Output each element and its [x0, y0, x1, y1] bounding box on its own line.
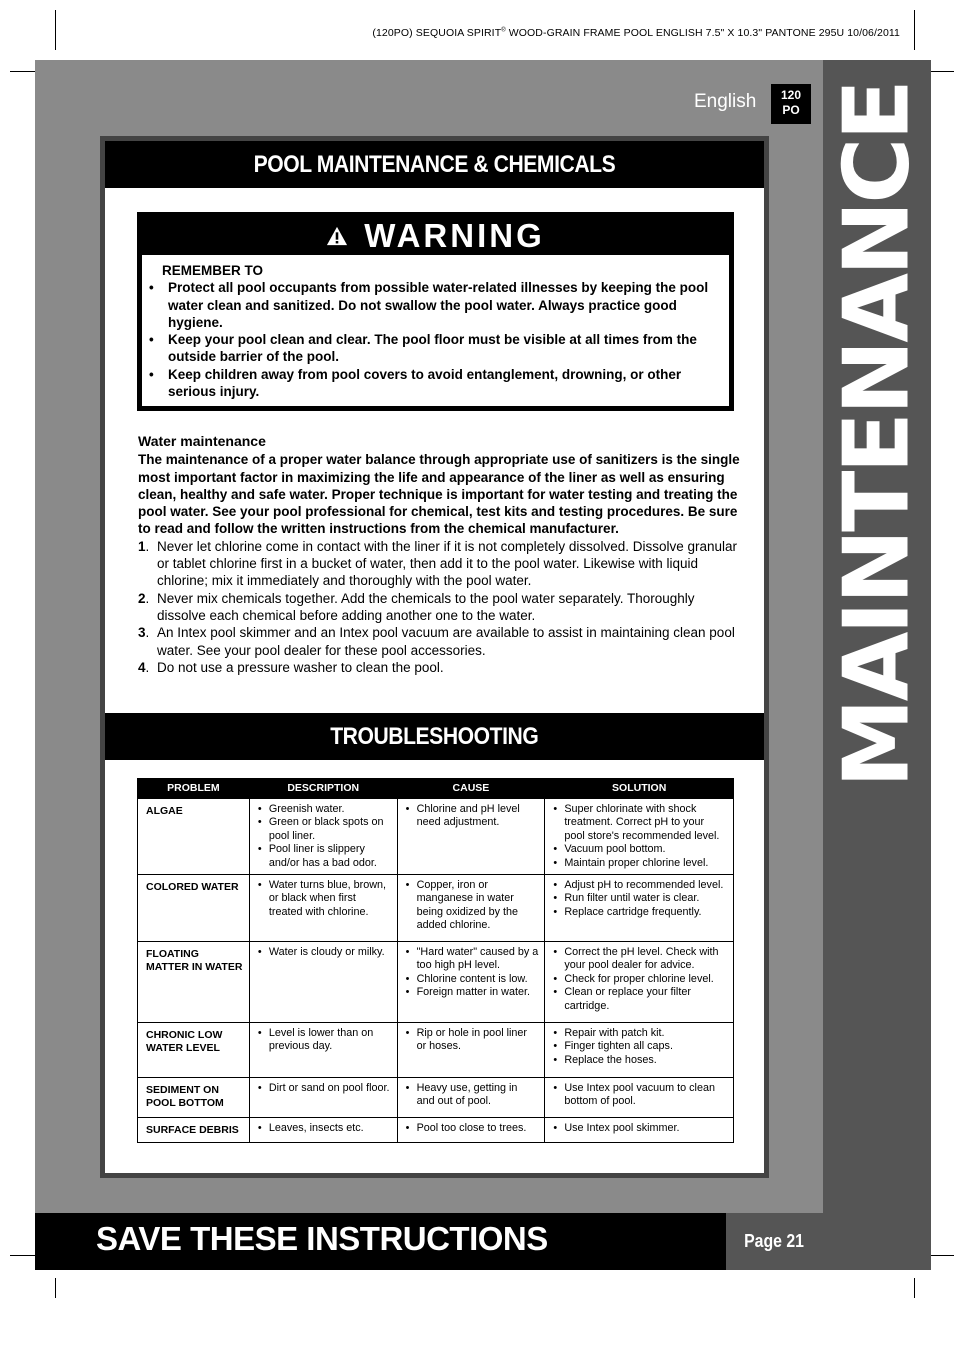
description-cell: [249, 1078, 397, 1118]
warning-item: • Protect all pool occupants from possible water-related illnesses by keeping the pool water clean and sanitized. Do not swallow the pool water. Always practice good hygiene.: [162, 279, 709, 331]
description-item: • Dirt or sand on pool floor.: [258, 1082, 391, 1095]
table-header-row: [138, 779, 734, 799]
water-step: 4. Do not use a pressure washer to clean the pool.: [138, 659, 444, 675]
cause-cell: [397, 942, 545, 1023]
description-item: • Water is cloudy or milky.: [258, 946, 391, 959]
cause-cell: [397, 799, 545, 875]
table-row: [138, 875, 734, 942]
cause-item: • Chlorine content is low.: [406, 973, 539, 986]
table-row: [138, 799, 734, 875]
cause-item: • Chlorine and pH level need adjustment.: [406, 803, 539, 830]
page-number-box: [726, 1213, 823, 1270]
warning-triangle-icon: [326, 225, 348, 247]
cause-item: • Foreign matter in water.: [406, 986, 539, 999]
page-number: Page 21: [744, 1231, 805, 1251]
crop-mark: [914, 10, 915, 50]
cause-item: • Copper, iron or manganese in water being oxidized by the added chlorine.: [406, 879, 539, 933]
content-panel: [100, 136, 769, 1178]
problem-cell: FLOATING MATTER IN WATER: [138, 942, 250, 1023]
solution-item: • Repair with patch kit.: [553, 1027, 727, 1040]
warning-title: WARNING: [364, 217, 545, 254]
problem-cell: SURFACE DEBRIS: [138, 1118, 250, 1143]
description-item: • Green or black spots on pool liner.: [258, 816, 391, 843]
solution-item: • Run filter until water is clear.: [553, 892, 727, 905]
solution-item: • Adjust pH to recommended level.: [553, 879, 727, 892]
solution-cell: [545, 1078, 734, 1118]
column-header: PROBLEM: [138, 779, 250, 799]
water-step: 2. Never mix chemicals together. Add the chemicals to the pool water separately. Thoroughly dissolve each chemical before adding another one to the water.: [138, 590, 695, 623]
water-steps-list: [138, 538, 743, 676]
solution-cell: [545, 942, 734, 1023]
warning-box: [137, 212, 734, 411]
water-step: 1. Never let chlorine come in contact with the liner if it is not completely dissolved. Dissolve granular or tablet chlorine first in a bucket of water, then add it to the pool water. Likewise with liquid chlorine; mix it immediately and thoroughly with the pool water.: [138, 538, 738, 589]
solution-item: • Finger tighten all caps.: [553, 1040, 727, 1053]
section-header-maintenance: POOL MAINTENANCE & CHEMICALS: [105, 141, 764, 188]
troubleshooting-table: [137, 778, 734, 1143]
description-item: • Greenish water.: [258, 803, 391, 816]
solution-cell: [545, 875, 734, 942]
cause-item: • Pool too close to trees.: [406, 1122, 539, 1135]
footer-title: SAVE THESE INSTRUCTIONS: [96, 1220, 548, 1257]
cause-cell: [397, 875, 545, 942]
section-header-troubleshooting: TROUBLESHOOTING: [105, 713, 764, 760]
cause-cell: [397, 1023, 545, 1078]
description-cell: [249, 875, 397, 942]
crop-mark: [914, 1278, 915, 1298]
water-maintenance-intro: The maintenance of a proper water balance through appropriate use of sanitizers is the single most important factor in maximizing the life and appearance of the liner as well as ensuring clean, healthy and safe water. Proper technique is important for water testing and treating the pool water. See your pool professional for chemical, test kits and testing procedures. Be sure to read and follow the written instructions from the chemical manufacturer.: [138, 452, 740, 537]
solution-item: • Use Intex pool vacuum to clean bottom of pool.: [553, 1082, 727, 1109]
warning-list: [162, 279, 709, 400]
warning-remember-label: REMEMBER TO: [162, 263, 264, 278]
solution-cell: [545, 1023, 734, 1078]
description-item: • Pool liner is slippery and/or has a bad odor.: [258, 843, 391, 870]
model-code-badge: 120 PO: [771, 84, 811, 124]
solution-item: • Vacuum pool bottom.: [553, 843, 727, 856]
problem-cell: COLORED WATER: [138, 875, 250, 942]
solution-cell: [545, 1118, 734, 1143]
solution-item: • Replace cartridge frequently.: [553, 906, 727, 919]
problem-cell: ALGAE: [138, 799, 250, 875]
description-item: • Leaves, insects etc.: [258, 1122, 391, 1135]
solution-item: • Maintain proper chlorine level.: [553, 857, 727, 870]
column-header: SOLUTION: [545, 779, 734, 799]
solution-item: • Clean or replace your filter cartridge.: [553, 986, 727, 1013]
solution-cell: [545, 799, 734, 875]
column-header: DESCRIPTION: [249, 779, 397, 799]
cause-cell: [397, 1118, 545, 1143]
table-row: [138, 1118, 734, 1143]
table-row: [138, 1023, 734, 1078]
description-item: • Level is lower than on previous day.: [258, 1027, 391, 1054]
solution-item: • Replace the hoses.: [553, 1054, 727, 1067]
print-header: (120PO) SEQUOIA SPIRIT® WOOD-GRAIN FRAME POOL ENGLISH 7.5" X 10.3" PANTONE 295U 10/06/2011: [372, 27, 900, 39]
table-row: [138, 942, 734, 1023]
language-label: English: [694, 91, 757, 112]
table-row: [138, 1078, 734, 1118]
cause-item: • "Hard water" caused by a too high pH level.: [406, 946, 539, 973]
warning-body: [142, 255, 729, 400]
description-cell: [249, 1118, 397, 1143]
solution-item: • Super chlorinate with shock treatment. Correct pH to your pool store's recommended level.: [553, 803, 727, 843]
warning-item: • Keep children away from pool covers to avoid entanglement, drowning, or other serious injury.: [162, 366, 709, 401]
description-cell: [249, 1023, 397, 1078]
solution-item: • Use Intex pool skimmer.: [553, 1122, 727, 1135]
side-tab: [823, 60, 931, 1270]
description-cell: [249, 799, 397, 875]
crop-mark: [55, 10, 56, 50]
crop-mark: [55, 1278, 56, 1298]
solution-item: • Check for proper chlorine level.: [553, 973, 727, 986]
problem-cell: CHRONIC LOW WATER LEVEL: [138, 1023, 250, 1078]
cause-cell: [397, 1078, 545, 1118]
water-step: 3. An Intex pool skimmer and an Intex pool vacuum are available to assist in maintaining clean pool water. See your pool dealer for these pool accessories.: [138, 625, 735, 658]
solution-item: • Correct the pH level. Check with your pool dealer for advice.: [553, 946, 727, 973]
problem-cell: SEDIMENT ON POOL BOTTOM: [138, 1078, 250, 1118]
water-maintenance-section: [138, 433, 743, 676]
warning-item: • Keep your pool clean and clear. The pool floor must be visible at all times from the outside barrier of the pool.: [162, 331, 709, 366]
table-body: [138, 799, 734, 1143]
side-tab-title: MAINTENANCE: [824, 82, 930, 788]
column-header: CAUSE: [397, 779, 545, 799]
description-cell: [249, 942, 397, 1023]
warning-title-bar: [142, 217, 729, 255]
description-item: • Water turns blue, brown, or black when first treated with chlorine.: [258, 879, 391, 919]
cause-item: • Heavy use, getting in and out of pool.: [406, 1082, 539, 1109]
water-maintenance-heading: Water maintenance: [138, 433, 266, 449]
cause-item: • Rip or hole in pool liner or hoses.: [406, 1027, 539, 1054]
